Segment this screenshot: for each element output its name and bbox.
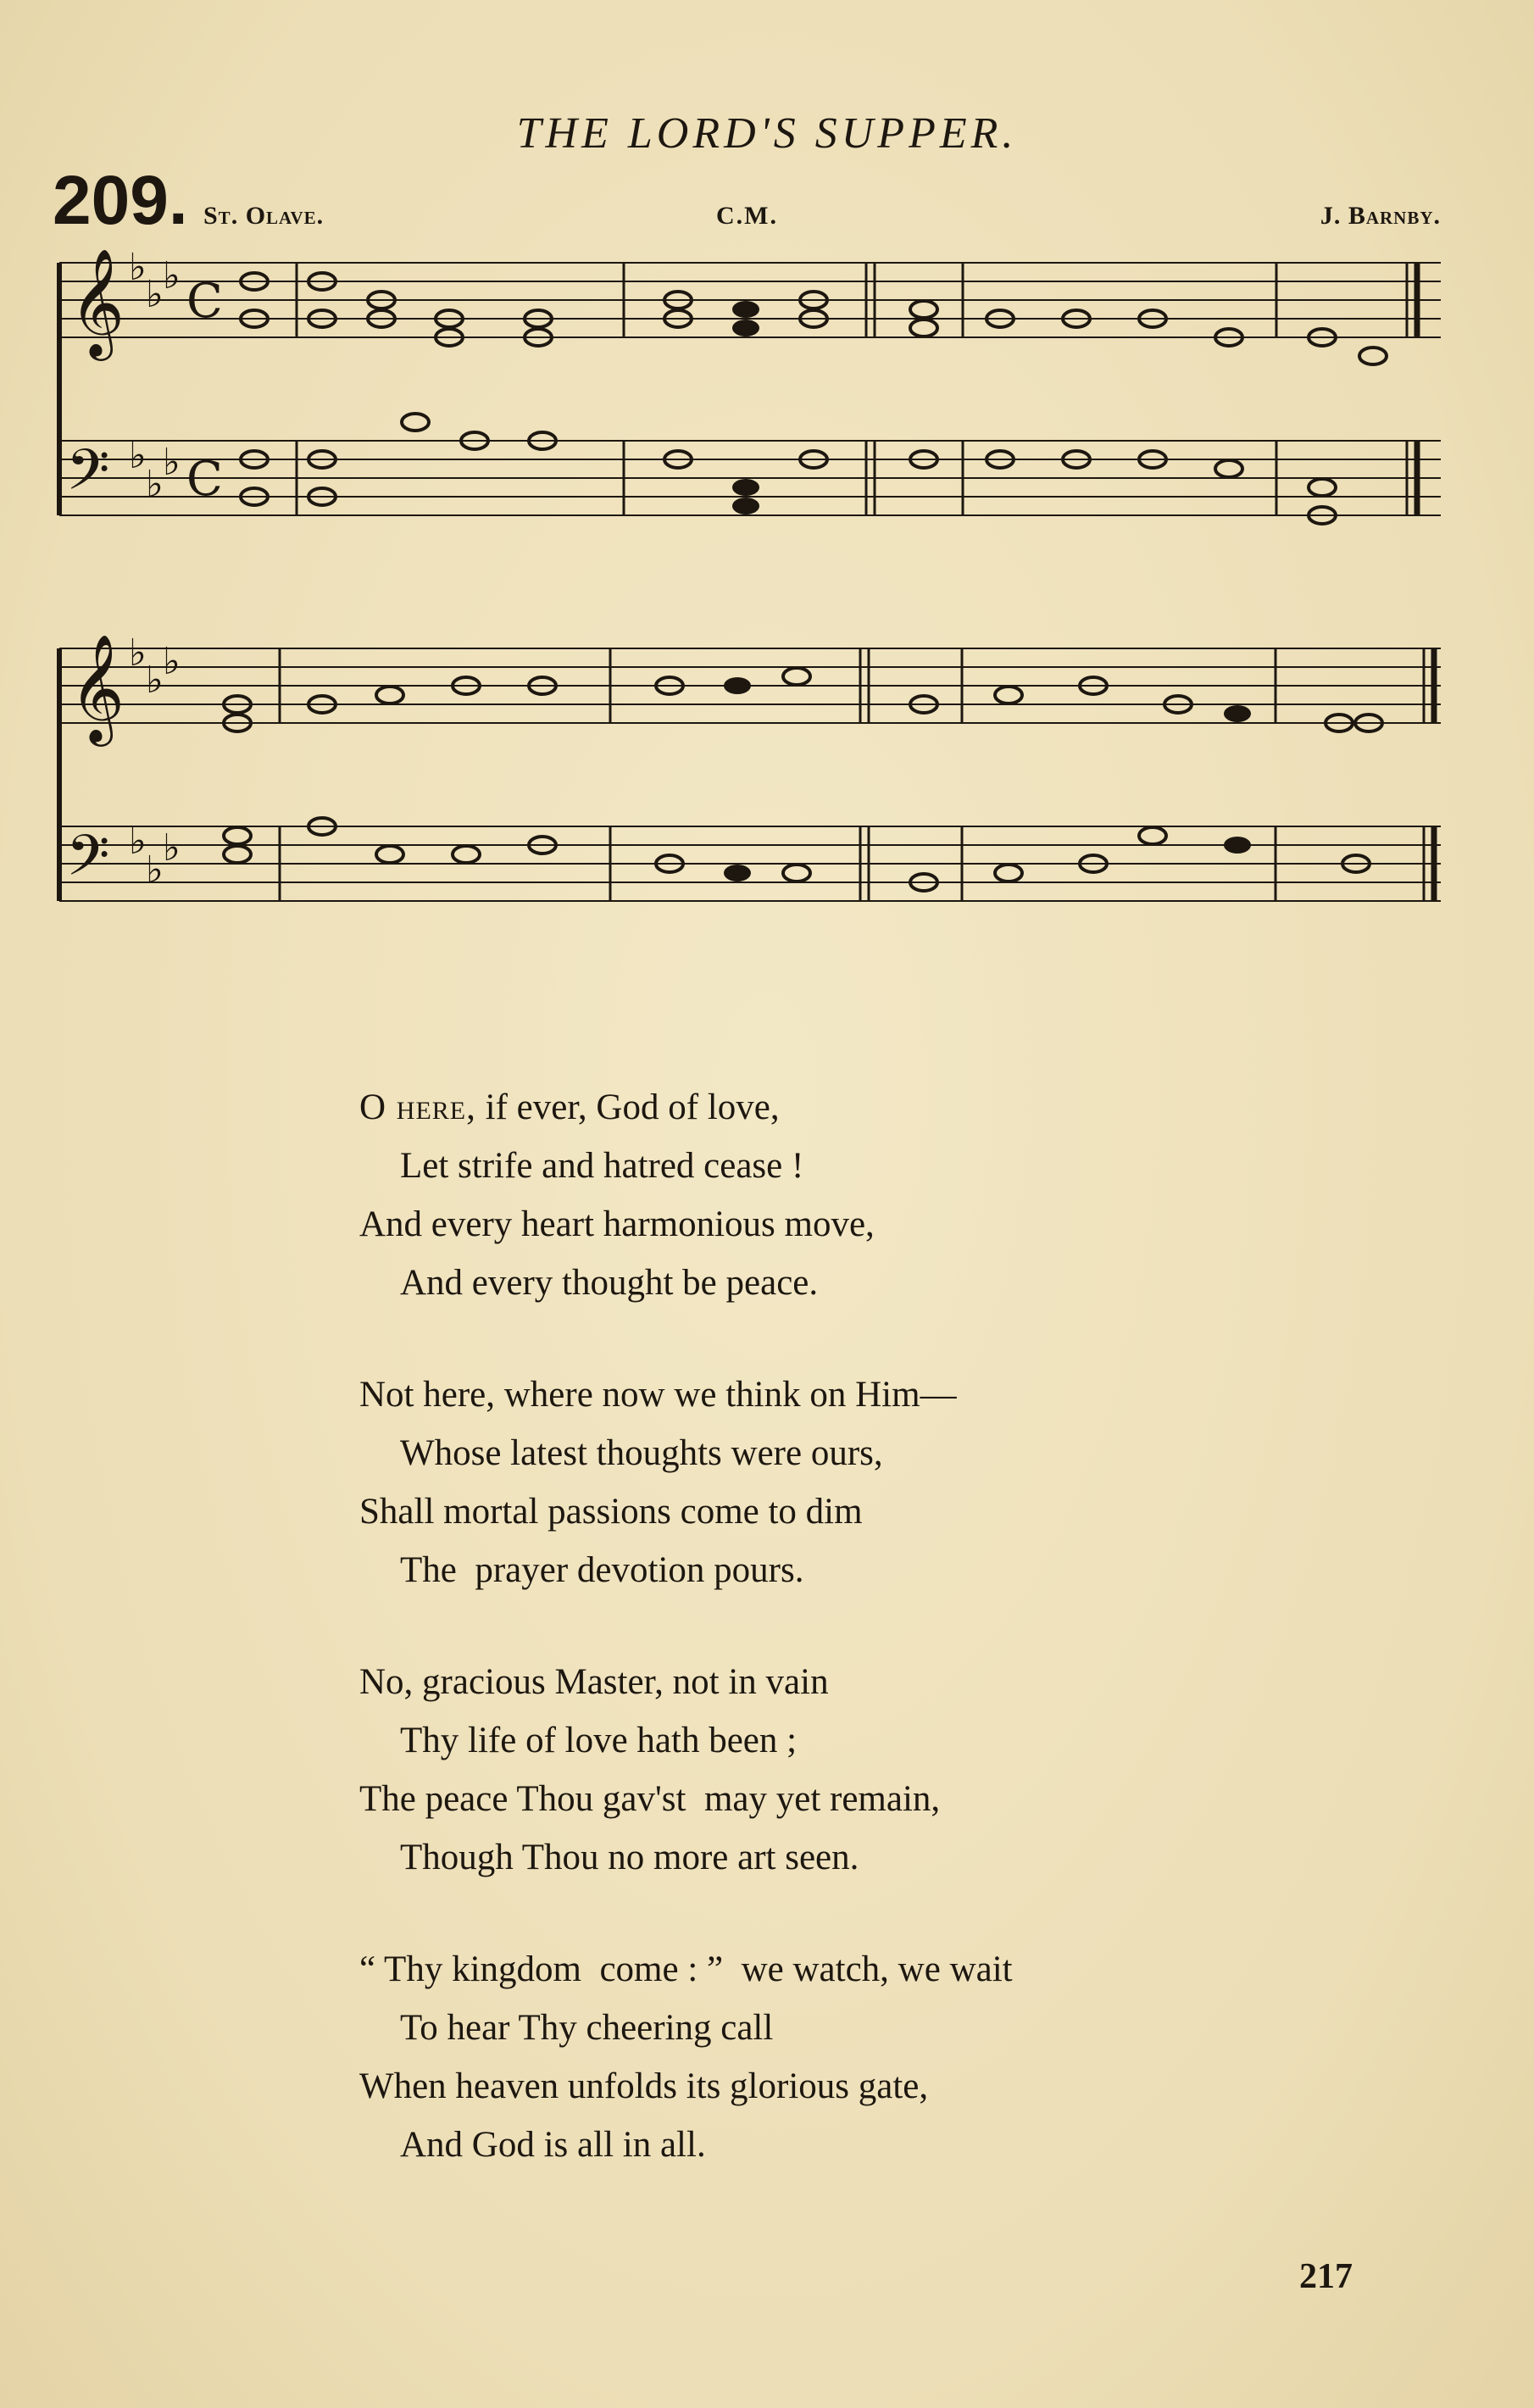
lyric-line: Though Thou no more art seen. <box>400 1838 859 1877</box>
music-system-2 <box>51 631 1449 970</box>
composer: J. Barnby. <box>1320 202 1441 230</box>
lyric-line: if ever, God of love, <box>475 1087 780 1127</box>
stanza-1 <box>359 1078 1207 1312</box>
lyric-line: Let strife and hatred cease ! <box>400 1146 804 1186</box>
svg-text:♭: ♭ <box>129 434 147 477</box>
bass-clef-icon: 𝄢 <box>66 437 110 516</box>
treble-clef-icon: 𝄞 <box>69 247 125 356</box>
music-system-1 <box>51 246 1449 585</box>
svg-text:♭: ♭ <box>163 441 181 484</box>
hymn-lyrics <box>359 1078 1207 2227</box>
lyric-line: “ Thy kingdom come : ” we watch, we wait <box>359 1949 1013 1989</box>
svg-text:♭: ♭ <box>146 848 164 892</box>
svg-text:♭: ♭ <box>129 246 147 289</box>
svg-text:♭: ♭ <box>129 631 147 675</box>
svg-text:♭: ♭ <box>146 659 164 702</box>
lyric-line: Thy life of love hath been ; <box>400 1721 798 1760</box>
svg-text:♭: ♭ <box>129 820 147 863</box>
lyric-line: Whose latest thoughts were ours, <box>400 1433 883 1473</box>
treble-clef-icon: 𝄞 <box>69 633 125 742</box>
stanza-2 <box>359 1365 1207 1599</box>
svg-text:♭: ♭ <box>146 273 164 316</box>
score-system-2-svg <box>51 631 1449 970</box>
lyric-line: No, gracious Master, not in vain <box>359 1662 829 1702</box>
page-number: 217 <box>1299 2257 1353 2296</box>
running-title: THE LORD'S SUPPER. <box>516 109 1018 158</box>
lyric-line: And God is all in all. <box>400 2125 706 2165</box>
hymn-number: 209. <box>53 162 188 239</box>
score-system-1-svg <box>51 246 1449 585</box>
stanza-4 <box>359 1940 1207 2174</box>
tune-name: St. Olave. <box>203 202 325 230</box>
bass-notes <box>224 818 1370 891</box>
lyric-line: To hear Thy cheering call <box>400 2008 774 2048</box>
bass-notes <box>241 414 1336 524</box>
stanza-opening-words: O here, <box>359 1087 476 1127</box>
svg-text:♭: ♭ <box>163 826 181 870</box>
svg-text:C: C <box>186 452 223 507</box>
lyric-line: And every heart harmonious move, <box>359 1204 875 1244</box>
lyric-line: And every thought be peace. <box>400 1263 819 1303</box>
bass-clef-icon: 𝄢 <box>66 823 110 902</box>
svg-text:♭: ♭ <box>146 463 164 506</box>
stanza-3 <box>359 1653 1207 1887</box>
lyric-line: Shall mortal passions come to dim <box>359 1492 863 1532</box>
meter: C.M. <box>716 202 778 230</box>
lyric-line: When heaven unfolds its glorious gate, <box>359 2066 929 2106</box>
lyric-line: The prayer devotion pours. <box>400 1550 804 1590</box>
treble-notes <box>224 668 1382 731</box>
lyric-line: Not here, where now we think on Him— <box>359 1375 957 1415</box>
lyric-line: The peace Thou gav'st may yet remain, <box>359 1779 941 1819</box>
svg-text:♭: ♭ <box>163 254 181 298</box>
svg-text:C: C <box>186 274 223 329</box>
svg-text:♭: ♭ <box>163 640 181 683</box>
